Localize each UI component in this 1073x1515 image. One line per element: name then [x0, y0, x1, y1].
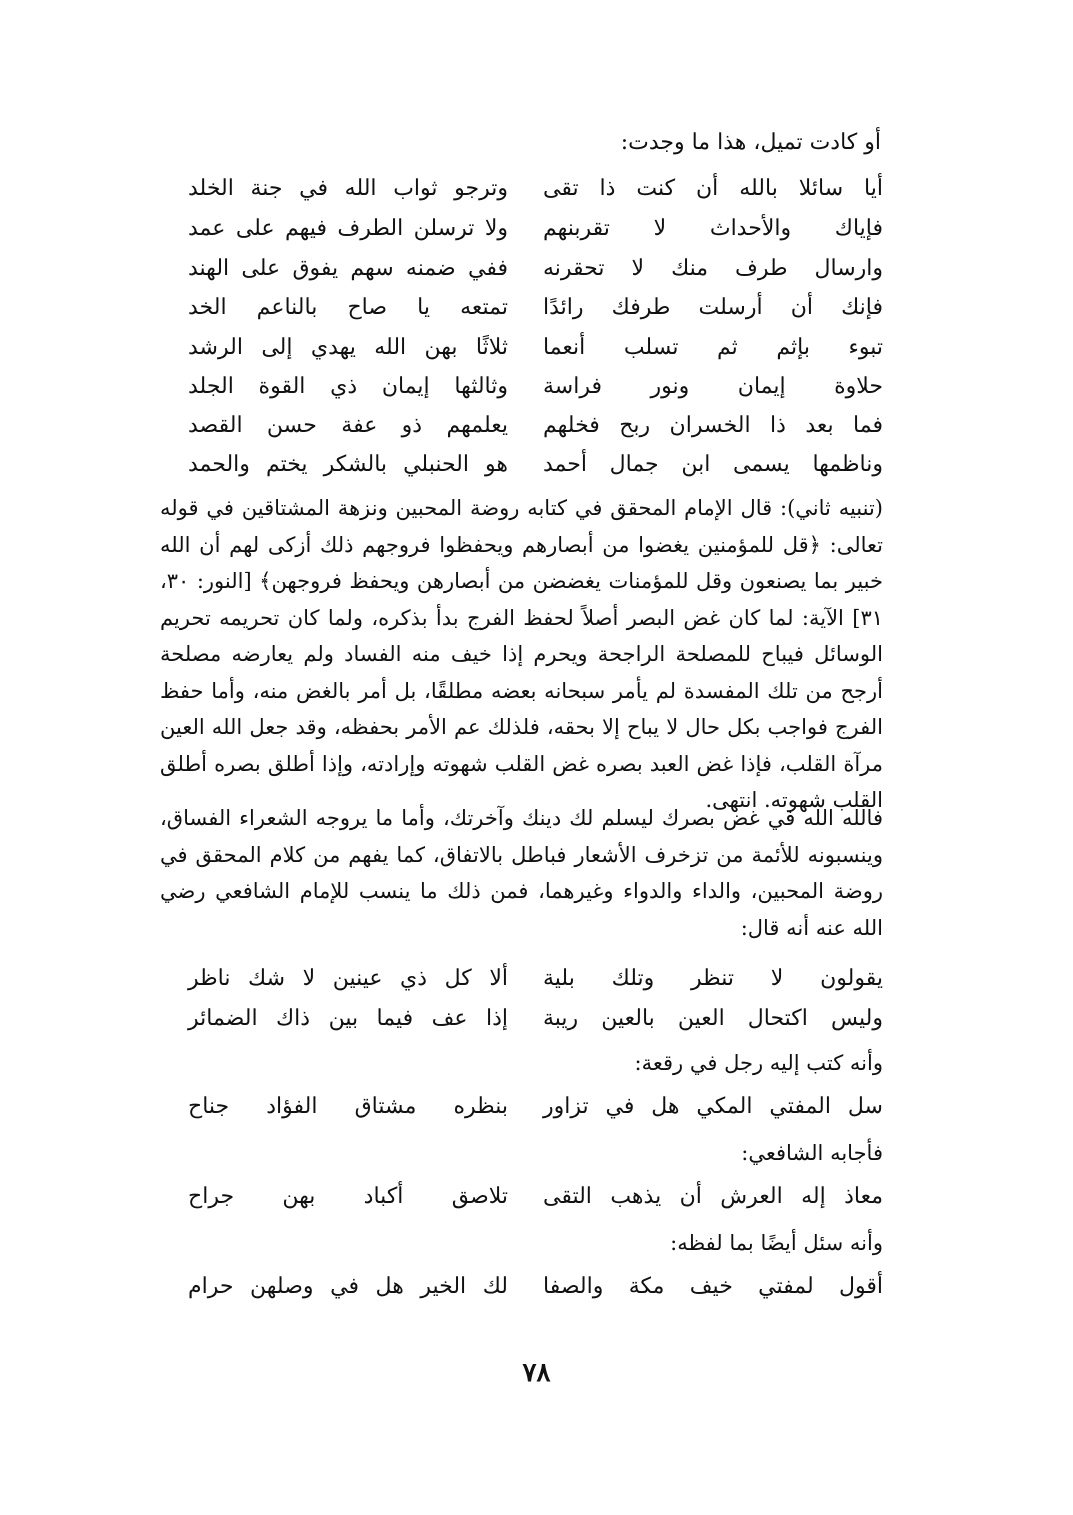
note-asked: وأنه سئل أيضًا بما لفظه: [670, 1231, 883, 1255]
poem1-line8-h1: وناظمها يسمى ابن جمال أحمد [543, 452, 883, 477]
intro-line: أو كادت تميل، هذا ما وجدت: [620, 130, 881, 155]
poem1-line8-h2: هو الحنبلي بالشكر يختم والحمد [188, 452, 508, 477]
paragraph-advice-text: فالله الله في غض بصرك ليسلم لك دينك وآخرتك، وأما ما يروجه الشعراء الفساق، وينسبونه للأئمة من تزخرف الأشعار فباطل بالاتفاق، كما يفهم من كلام المحقق في روضة المحبين، والداء والدواء وغيرهما، فمن ذلك ما ينسب للإمام الشافعي رضي الله عنه أنه قال: [160, 806, 883, 940]
poem1-line7-h1: فما بعد ذا الخسران ربح فخلهم [543, 413, 883, 438]
poem3-h1: سل المفتي المكي هل في تزاور [543, 1094, 883, 1119]
poem1-line5-h1: تبوء بإثم ثم تسلب أنعما [543, 335, 883, 360]
poem1-line4-h2: تمتعه يا صاح بالناعم الخد [188, 295, 508, 320]
poem1-line3-h1: وارسال طرف منك لا تحقرنه [543, 256, 883, 281]
note-reply: فأجابه الشافعي: [741, 1141, 883, 1165]
poem4-h1: معاذ إله العرش أن يذهب التقى [543, 1184, 883, 1209]
poem2-line1-h2: ألا كل ذي عينين لا شك ناظر [188, 966, 508, 991]
poem1-line6-h2: وثالثها إيمان ذي القوة الجلد [188, 374, 508, 399]
paragraph-advice [160, 800, 883, 946]
poem3-h2: بنظره مشتاق الفؤاد جناح [188, 1094, 508, 1119]
poem1-line1-h2: وترجو ثواب الله في جنة الخلد [188, 176, 508, 201]
paragraph-tanbih [160, 490, 883, 819]
poem1-line1-h1: أيا سائلا بالله أن كنت ذا تقى [543, 176, 883, 201]
note-letter: وأنه كتب إليه رجل في رقعة: [634, 1051, 883, 1075]
poem1-line3-h2: ففي ضمنه سهم يفوق على الهند [188, 256, 508, 281]
poem1-line6-h1: حلاوة إيمان ونور فراسة [543, 374, 883, 399]
poem1-line4-h1: فإنك أن أرسلت طرفك رائدًا [543, 295, 883, 320]
page-number: ٧٨ [522, 1358, 551, 1388]
poem2-line2-h1: وليس اكتحال العين بالعين ريبة [543, 1006, 883, 1031]
poem1-line7-h2: يعلمهم ذو عفة حسن القصد [188, 413, 508, 438]
poem5-h1: أقول لمفتي خيف مكة والصفا [543, 1274, 883, 1299]
poem1-line5-h2: ثلاثًا بهن الله يهدي إلى الرشد [188, 335, 508, 360]
poem1-line2-h1: فإياك والأحداث لا تقربنهم [543, 216, 883, 241]
poem1-line2-h2: ولا ترسلن الطرف فيهم على عمد [188, 216, 508, 241]
poem2-line1-h1: يقولون لا تنظر وتلك بلية [543, 966, 883, 991]
poem2-line2-h2: إذا عف فيما بين ذاك الضمائر [188, 1006, 508, 1031]
paragraph-tanbih-text: (تنبيه ثاني): قال الإمام المحقق في كتابه روضة المحبين ونزهة المشتاقين في قوله تعالى: ﴿قل للمؤمنين يغضوا من أبصارهم ويحفظوا فروجهم ذلك أزكى لهم أن الله خبير بما يصنعون وقل للمؤمنات يغضضن من أبصارهن ويحفظ فروجهن﴾ [النور: ٣٠، ٣١] الآية: لما كان غض البصر أصلاً لحفظ الفرج بدأ بذكره، ولما كان تحريمه تحريم الوسائل فيباح للمصلحة الراجحة ويحرم إذا خيف منه الفساد ولم يعارضه مصلحة أرجح من تلك المفسدة لم يأمر سبحانه بعضه مطلقًا، بل أمر بالغض منه، وأما حفظ الفرج فواجب بكل حال لا يباح إلا بحقه، فلذلك عم الأمر بحفظه، وقد جعل الله العين مرآة القلب، فإذا غض العبد بصره غض القلب شهوته وإرادته، وإذا أطلق بصره أطلق القلب شهوته. انتهى. [160, 496, 883, 812]
poem5-h2: لك الخير هل في وصلهن حرام [188, 1274, 508, 1299]
poem4-h2: تلاصق أكباد بهن جراح [188, 1184, 508, 1209]
